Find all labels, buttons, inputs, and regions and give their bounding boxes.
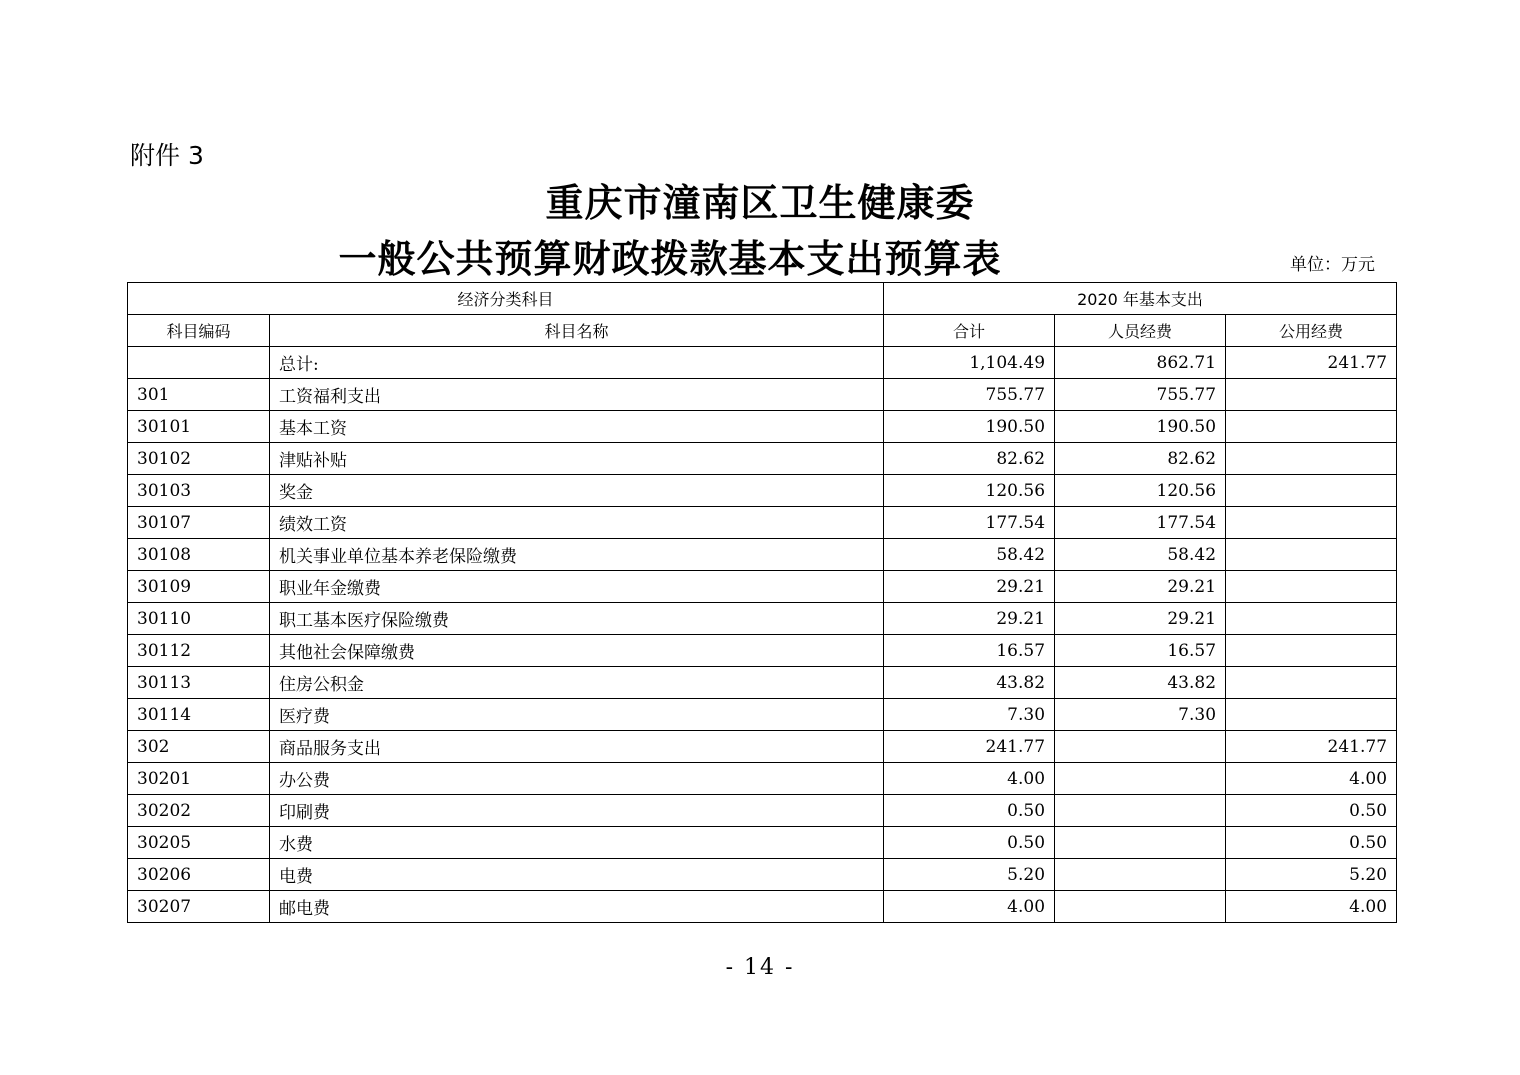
header-basic-expenditure: 2020 年基本支出: [884, 283, 1397, 315]
table-row: [128, 571, 1397, 603]
cell-code: 30114: [128, 699, 270, 731]
cell-public: [1226, 699, 1397, 731]
cell-personnel: 29.21: [1055, 571, 1226, 603]
cell-total: 177.54: [884, 507, 1055, 539]
cell-public: [1226, 411, 1397, 443]
cell-public: [1226, 635, 1397, 667]
table-row: [128, 475, 1397, 507]
cell-personnel: [1055, 859, 1226, 891]
cell-personnel: 755.77: [1055, 379, 1226, 411]
cell-total: 7.30: [884, 699, 1055, 731]
cell-personnel: 120.56: [1055, 475, 1226, 507]
table-row: [128, 347, 1397, 379]
cell-total: 58.42: [884, 539, 1055, 571]
cell-code: 301: [128, 379, 270, 411]
cell-code: 30112: [128, 635, 270, 667]
cell-code: 30109: [128, 571, 270, 603]
cell-total: 16.57: [884, 635, 1055, 667]
page-number: - 14 -: [725, 955, 795, 980]
cell-public: [1226, 379, 1397, 411]
table-row: [128, 795, 1397, 827]
cell-code: 302: [128, 731, 270, 763]
cell-personnel: 16.57: [1055, 635, 1226, 667]
cell-public: 5.20: [1226, 859, 1397, 891]
cell-name: 总计:: [270, 347, 884, 379]
cell-name: 工资福利支出: [270, 379, 884, 411]
cell-personnel: 43.82: [1055, 667, 1226, 699]
cell-name: 绩效工资: [270, 507, 884, 539]
cell-personnel: 862.71: [1055, 347, 1226, 379]
cell-code: 30102: [128, 443, 270, 475]
cell-personnel: 82.62: [1055, 443, 1226, 475]
cell-total: 755.77: [884, 379, 1055, 411]
header-economic-category: 经济分类科目: [128, 283, 884, 315]
cell-public: 0.50: [1226, 795, 1397, 827]
cell-name: 职工基本医疗保险缴费: [270, 603, 884, 635]
cell-code: 30202: [128, 795, 270, 827]
table-row: [128, 859, 1397, 891]
cell-total: 82.62: [884, 443, 1055, 475]
cell-total: 1,104.49: [884, 347, 1055, 379]
header-total: 合计: [884, 315, 1055, 347]
cell-code: [128, 347, 270, 379]
cell-total: 29.21: [884, 603, 1055, 635]
cell-total: 4.00: [884, 763, 1055, 795]
table-row: [128, 731, 1397, 763]
cell-public: 241.77: [1226, 731, 1397, 763]
cell-code: 30107: [128, 507, 270, 539]
cell-name: 津贴补贴: [270, 443, 884, 475]
cell-personnel: 177.54: [1055, 507, 1226, 539]
cell-public: [1226, 667, 1397, 699]
cell-code: 30207: [128, 891, 270, 923]
cell-code: 30103: [128, 475, 270, 507]
unit-label: 单位：万元: [1290, 255, 1375, 275]
cell-code: 30108: [128, 539, 270, 571]
cell-name: 电费: [270, 859, 884, 891]
cell-total: 0.50: [884, 795, 1055, 827]
cell-name: 商品服务支出: [270, 731, 884, 763]
header-personnel: 人员经费: [1055, 315, 1226, 347]
cell-public: 241.77: [1226, 347, 1397, 379]
table-row: [128, 539, 1397, 571]
table-row: [128, 827, 1397, 859]
header-name: 科目名称: [270, 315, 884, 347]
cell-code: 30201: [128, 763, 270, 795]
cell-code: 30206: [128, 859, 270, 891]
cell-public: 0.50: [1226, 827, 1397, 859]
cell-total: 190.50: [884, 411, 1055, 443]
cell-personnel: 7.30: [1055, 699, 1226, 731]
cell-name: 职业年金缴费: [270, 571, 884, 603]
cell-public: [1226, 507, 1397, 539]
cell-personnel: 58.42: [1055, 539, 1226, 571]
cell-total: 120.56: [884, 475, 1055, 507]
page-title: 重庆市潼南区卫生健康委: [545, 180, 975, 225]
cell-public: [1226, 539, 1397, 571]
table-row: [128, 379, 1397, 411]
cell-total: 4.00: [884, 891, 1055, 923]
cell-name: 基本工资: [270, 411, 884, 443]
cell-public: [1226, 443, 1397, 475]
cell-name: 办公费: [270, 763, 884, 795]
cell-name: 机关事业单位基本养老保险缴费: [270, 539, 884, 571]
cell-personnel: [1055, 763, 1226, 795]
cell-personnel: 190.50: [1055, 411, 1226, 443]
cell-public: 4.00: [1226, 891, 1397, 923]
table-row: [128, 443, 1397, 475]
cell-name: 医疗费: [270, 699, 884, 731]
table-row: [128, 507, 1397, 539]
cell-total: 5.20: [884, 859, 1055, 891]
cell-name: 印刷费: [270, 795, 884, 827]
cell-code: 30205: [128, 827, 270, 859]
table-row: [128, 891, 1397, 923]
cell-public: [1226, 475, 1397, 507]
budget-table: [127, 282, 1397, 923]
cell-personnel: [1055, 731, 1226, 763]
cell-personnel: [1055, 795, 1226, 827]
cell-total: 241.77: [884, 731, 1055, 763]
header-row: [128, 315, 1397, 347]
cell-public: [1226, 603, 1397, 635]
table-row: [128, 635, 1397, 667]
cell-total: 43.82: [884, 667, 1055, 699]
table-row: [128, 411, 1397, 443]
cell-name: 邮电费: [270, 891, 884, 923]
cell-public: [1226, 571, 1397, 603]
cell-name: 奖金: [270, 475, 884, 507]
cell-name: 住房公积金: [270, 667, 884, 699]
attachment-label: 附件 3: [130, 141, 204, 170]
cell-personnel: 29.21: [1055, 603, 1226, 635]
page-subtitle: 一般公共预算财政拨款基本支出预算表: [338, 236, 1002, 281]
table-row: [128, 699, 1397, 731]
cell-code: 30110: [128, 603, 270, 635]
header-public: 公用经费: [1226, 315, 1397, 347]
header-group-row: [128, 283, 1397, 315]
header-code: 科目编码: [128, 315, 270, 347]
table-row: [128, 667, 1397, 699]
cell-name: 水费: [270, 827, 884, 859]
cell-public: 4.00: [1226, 763, 1397, 795]
cell-total: 0.50: [884, 827, 1055, 859]
cell-name: 其他社会保障缴费: [270, 635, 884, 667]
cell-personnel: [1055, 827, 1226, 859]
table-row: [128, 603, 1397, 635]
cell-personnel: [1055, 891, 1226, 923]
cell-code: 30101: [128, 411, 270, 443]
table-row: [128, 763, 1397, 795]
cell-code: 30113: [128, 667, 270, 699]
cell-total: 29.21: [884, 571, 1055, 603]
